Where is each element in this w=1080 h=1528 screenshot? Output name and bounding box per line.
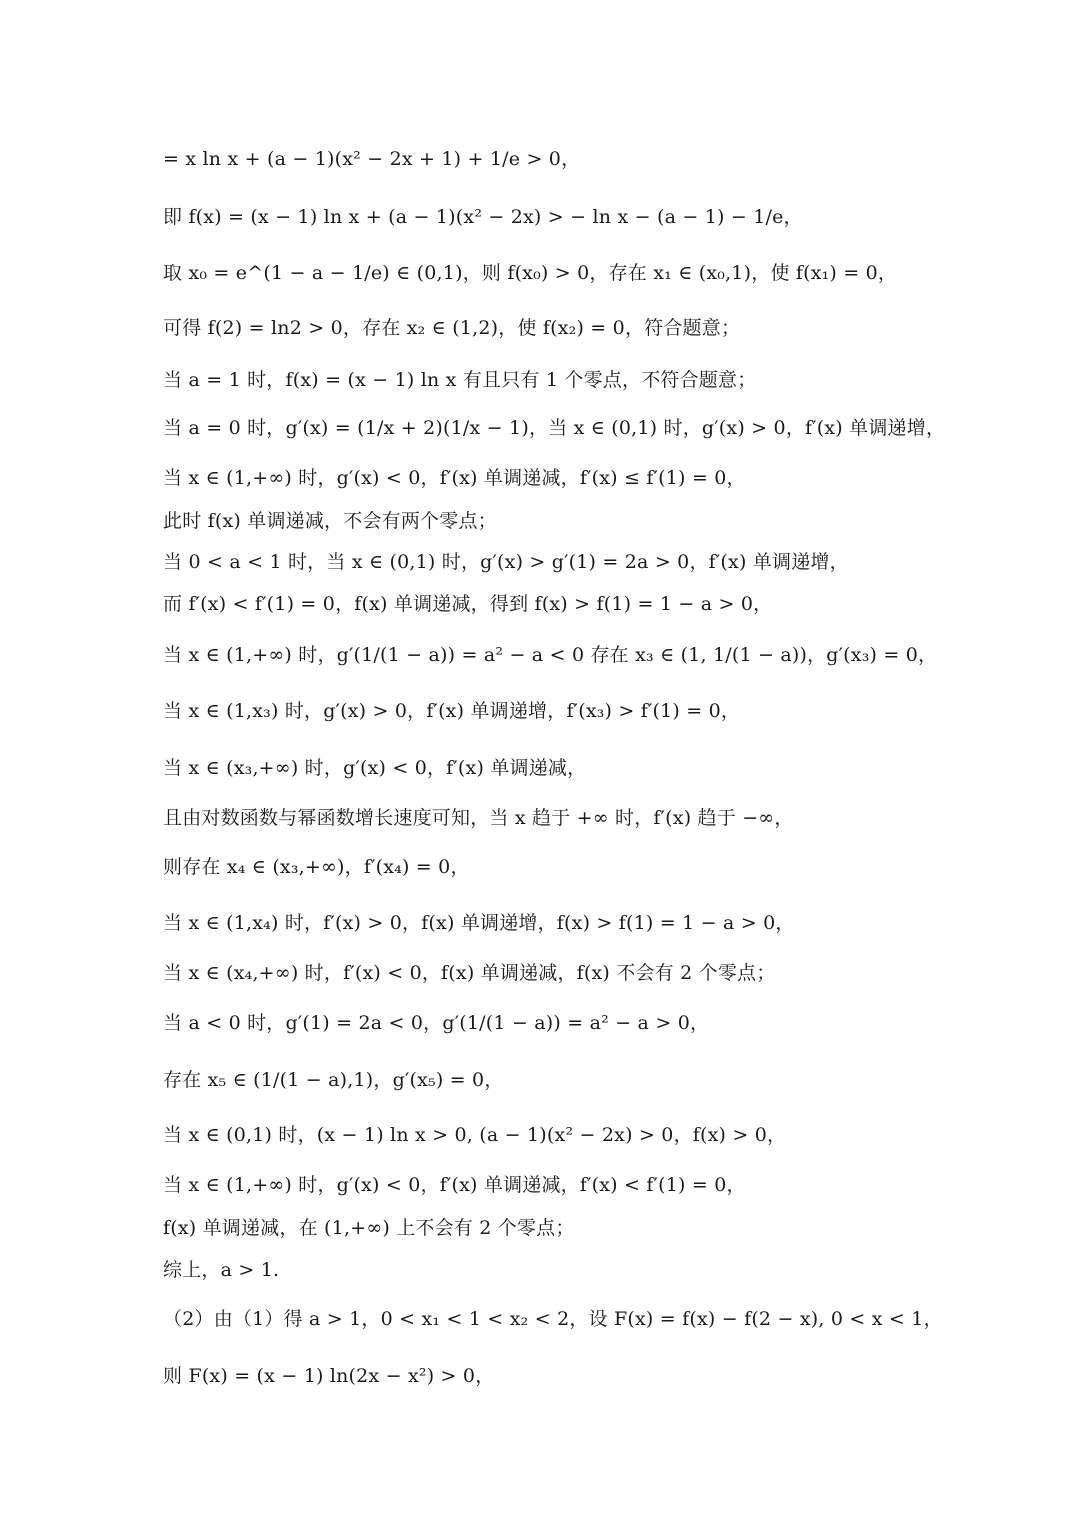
text-line: 当 0 < a < 1 时，当 x ∈ (0,1) 时，g′(x) > g′(1) = 2a > 0，f′(x) 单调递增，: [163, 551, 849, 573]
text-line: 存在 x₅ ∈ (1/(1 − a),1)，g′(x₅) = 0，: [163, 1069, 504, 1091]
text-line: 此时 f(x) 单调递减，不会有两个零点；: [163, 510, 497, 532]
text-line: = x ln x + (a − 1)(x² − 2x + 1) + 1/e > 0，: [163, 148, 581, 170]
text-line: 则 F(x) = (x − 1) ln(2x − x²) > 0，: [163, 1365, 495, 1387]
text-line: 可得 f(2) = ln2 > 0，存在 x₂ ∈ (1,2)，使 f(x₂) = 0，符合题意；: [163, 317, 741, 339]
text-line: 当 a = 1 时，f(x) = (x − 1) ln x 有且只有 1 个零点，不符合题意；: [163, 369, 757, 391]
text-line: 综上，a > 1.: [163, 1259, 280, 1281]
text-line: 当 a = 0 时，g′(x) = (1/x + 2)(1/x − 1)，当 x ∈ (0,1) 时，g′(x) > 0，f′(x) 单调递增，: [163, 417, 946, 439]
text-line: 当 x ∈ (1,+∞) 时，g′(1/(1 − a)) = a² − a < 0 存在 x₃ ∈ (1, 1/(1 − a))，g′(x₃) = 0，: [163, 644, 938, 666]
text-line: 当 x ∈ (1,x₃) 时，g′(x) > 0，f′(x) 单调递增，f′(x₃) > f′(1) = 0，: [163, 700, 741, 722]
text-line: 且由对数函数与幂函数增长速度可知，当 x 趋于 +∞ 时，f′(x) 趋于 −∞，: [163, 807, 794, 829]
text-line: 当 x ∈ (0,1) 时，(x − 1) ln x > 0, (a − 1)(x² − 2x) > 0，f(x) > 0，: [163, 1124, 787, 1146]
text-line: f(x) 单调递减，在 (1,+∞) 上不会有 2 个零点；: [163, 1217, 575, 1239]
text-line: （2）由（1）得 a > 1，0 < x₁ < 1 < x₂ < 2，设 F(x) = f(x) − f(2 − x), 0 < x < 1，: [163, 1308, 943, 1330]
text-line: 而 f′(x) < f′(1) = 0，f(x) 单调递减，得到 f(x) > f(1) = 1 − a > 0，: [163, 593, 773, 615]
text-line: 当 a < 0 时，g′(1) = 2a < 0，g′(1/(1 − a)) = a² − a > 0，: [163, 1012, 710, 1034]
text-line: 当 x ∈ (x₃,+∞) 时，g′(x) < 0，f′(x) 单调递减，: [163, 757, 587, 779]
text-line: 当 x ∈ (1,+∞) 时，g′(x) < 0，f′(x) 单调递减，f′(x) < f′(1) = 0，: [163, 1174, 746, 1196]
text-line: 当 x ∈ (x₄,+∞) 时，f′(x) < 0，f(x) 单调递减，f(x) 不会有 2 个零点；: [163, 962, 776, 984]
text-line: 则存在 x₄ ∈ (x₃,+∞)，f′(x₄) = 0，: [163, 856, 470, 878]
text-line: 当 x ∈ (1,+∞) 时，g′(x) < 0，f′(x) 单调递减，f′(x) ≤ f′(1) = 0，: [163, 467, 746, 489]
text-line: 当 x ∈ (1,x₄) 时，f′(x) > 0，f(x) 单调递增，f(x) > f(1) = 1 − a > 0，: [163, 912, 795, 934]
text-line: 即 f(x) = (x − 1) ln x + (a − 1)(x² − 2x) > − ln x − (a − 1) − 1/e，: [163, 206, 803, 228]
text-line: 取 x₀ = e^(1 − a − 1/e) ∈ (0,1)，则 f(x₀) > 0，存在 x₁ ∈ (x₀,1)，使 f(x₁) = 0，: [163, 262, 898, 284]
